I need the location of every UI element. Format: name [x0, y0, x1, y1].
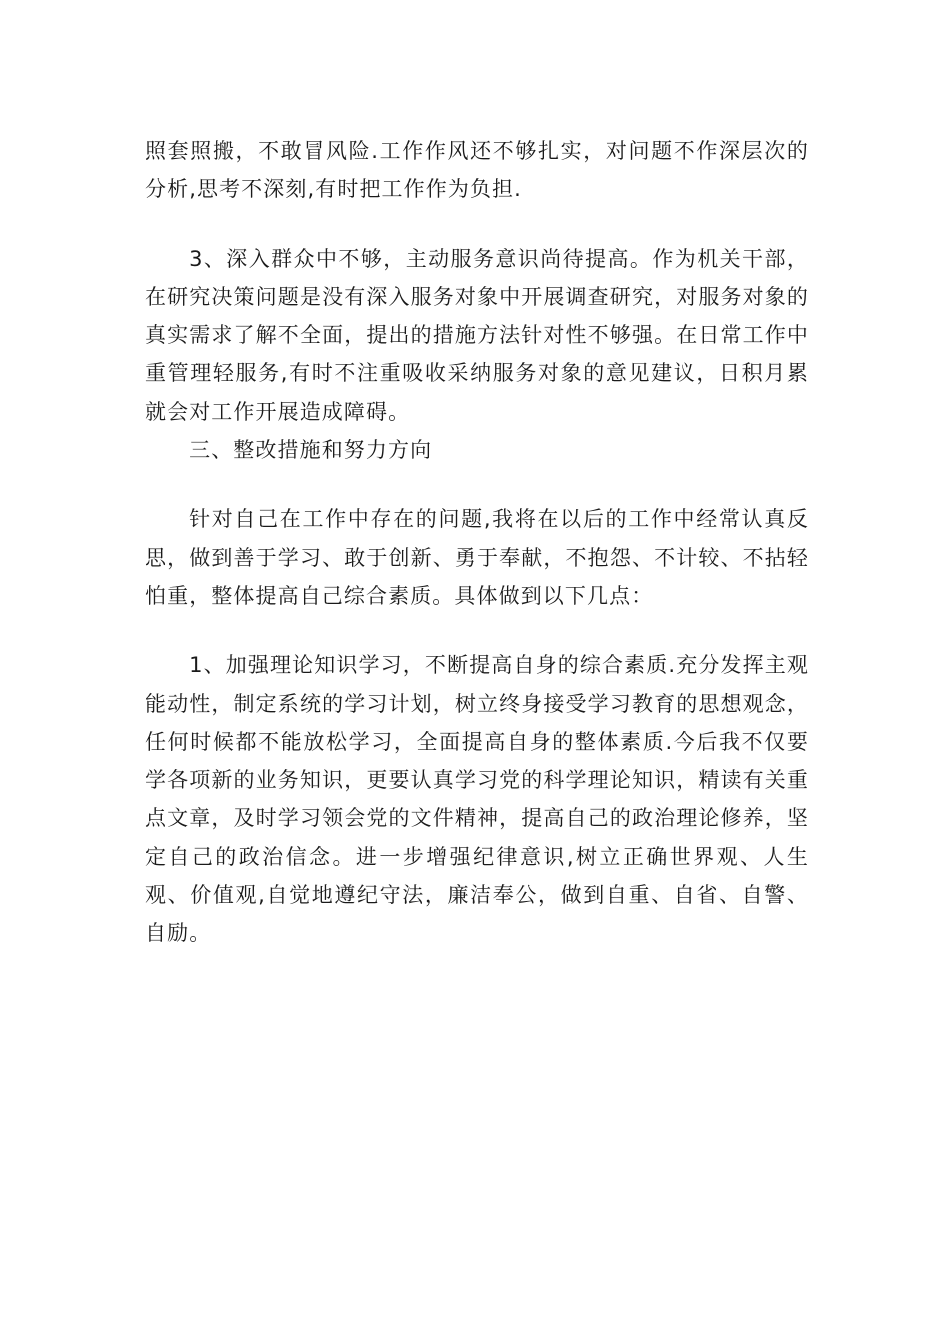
paragraph-item-3: 3、深入群众中不够，主动服务意识尚待提高。作为机关干部，在研究决策问题是没有深入服务对象中开展调查研究，对服务对象的真实需求了解不全面，提出的措施方法针对性不够强。在日常工作中重管理轻服务,有时不注重吸收采纳服务对象的意见建议，日积月累就会对工作开展造成障碍。 [145, 246, 809, 424]
paragraph-item-1: 1、加强理论知识学习，不断提高自身的综合素质.充分发挥主观能动性，制定系统的学习计划，树立终身接受学习教育的思想观念，任何时候都不能放松学习，全面提高自身的整体素质.今后我不仅要学各项新的业务知识，更要认真学习党的科学理论知识，精读有关重点文章，及时学习领会党的文件精神，提高自己的政治理论修养，坚定自己的政治信念。进一步增强纪律意识,树立正确世界观、人生观、价值观,自觉地遵纪守法，廉洁奉公，做到自重、自省、自警、自励。 [145, 653, 809, 946]
paragraph-intro: 针对自己在工作中存在的问题,我将在以后的工作中经常认真反思，做到善于学习、敢于创新、勇于奉献，不抱怨、不计较、不拈轻怕重，整体提高自己综合素质。具体做到以下几点： [145, 507, 809, 608]
section-heading: 三、整改措施和努力方向 [189, 438, 433, 463]
document-body [145, 132, 809, 953]
paragraph-continuation: 照套照搬，不敢冒风险.工作作风还不够扎实，对问题不作深层次的分析,思考不深刻,有时把工作作为负担. [145, 139, 809, 202]
